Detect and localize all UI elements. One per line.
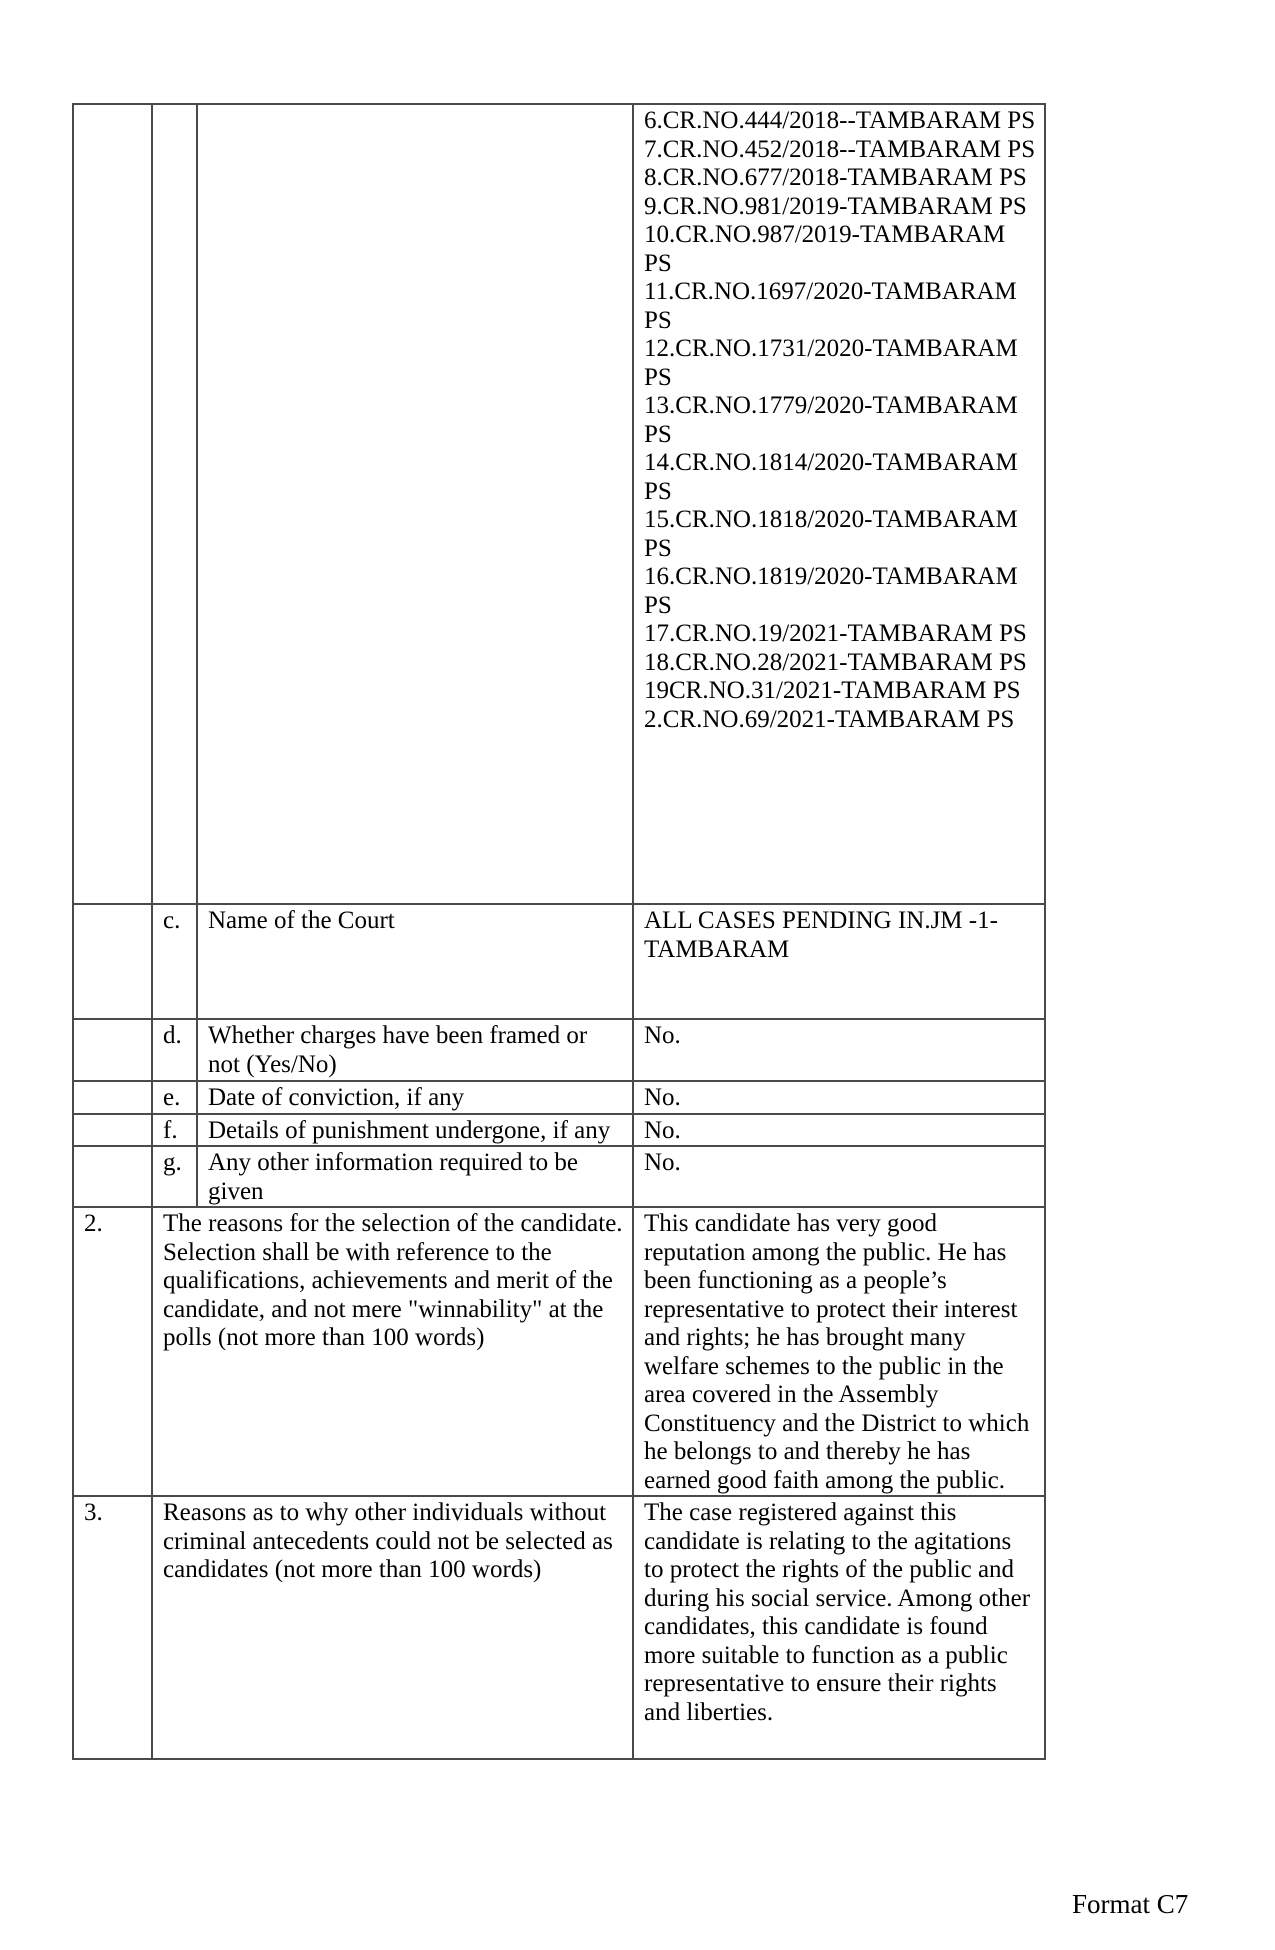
row-label: Name of the Court (197, 904, 633, 1019)
row-conviction-date (73, 1081, 1045, 1114)
serial-number: 3. (73, 1496, 152, 1759)
row-value: ALL CASES PENDING IN.JM -1- TAMBARAM (633, 904, 1045, 1019)
row-letter: c. (152, 904, 197, 1019)
case-item: 17.CR.NO.19/2021-TAMBARAM PS (644, 620, 1027, 647)
row-letter: d. (152, 1019, 197, 1081)
row-charges-framed (73, 1019, 1045, 1081)
row-letter: g. (152, 1146, 197, 1207)
case-list-row (73, 104, 1045, 904)
row-value: No. (633, 1114, 1045, 1147)
row-value: No. (633, 1081, 1045, 1114)
empty-letter-cell (152, 104, 197, 904)
case-item: 7.CR.NO.452/2018--TAMBARAM PS (644, 135, 1036, 163)
empty-serial-cell (73, 1114, 152, 1147)
empty-serial-cell (73, 904, 152, 1019)
row-letter: f. (152, 1114, 197, 1147)
row-no-clean-candidate-reasons (73, 1496, 1045, 1759)
case-item: 19CR.NO.31/2021-TAMBARAM PS (644, 677, 1021, 704)
format-label: Format C7 (1072, 1889, 1189, 1919)
empty-serial-cell (73, 1146, 152, 1207)
case-item: 9.CR.NO.981/2019-TAMBARAM PS (644, 192, 1027, 220)
case-item: 16.CR.NO.1819/2020-TAMBARAM PS (644, 563, 1018, 619)
row-value: This candidate has very good reputation among the public. He has been functioning as a people’s representative to protect their interest and rights; he has brought many welfare schemes to the public in the area covered in the Assembly Constituency and the District to which he belongs to and thereby he has earned good faith among the public. (633, 1207, 1045, 1496)
row-other-information (73, 1146, 1045, 1207)
case-item: 14.CR.NO.1814/2020-TAMBARAM PS (644, 449, 1018, 505)
row-punishment-details (73, 1114, 1045, 1147)
case-item: 6.CR.NO.444/2018--TAMBARAM PS (644, 107, 1036, 134)
case-item: 11.CR.NO.1697/2020-TAMBARAM PS (644, 278, 1017, 334)
row-label: Whether charges have been framed or not (Yes/No) (197, 1019, 633, 1081)
case-list-cell (633, 104, 1045, 904)
empty-serial-cell (73, 1081, 152, 1114)
case-item: 10.CR.NO.987/2019-TAMBARAM PS (644, 221, 1006, 277)
row-label: Any other information required to be given (197, 1146, 633, 1207)
serial-number: 2. (73, 1207, 152, 1496)
candidate-antecedents-table (72, 103, 1046, 1760)
row-court-name (73, 904, 1045, 1019)
row-letter: e. (152, 1081, 197, 1114)
row-selection-reasons (73, 1207, 1045, 1496)
case-item: 2.CR.NO.69/2021-TAMBARAM PS (644, 705, 1015, 733)
case-item: 13.CR.NO.1779/2020-TAMBARAM PS (644, 392, 1018, 448)
case-item: 8.CR.NO.677/2018-TAMBARAM PS (644, 164, 1027, 191)
row-label: Date of conviction, if any (197, 1081, 633, 1114)
row-value: No. (633, 1146, 1045, 1207)
row-label: The reasons for the selection of the candidate. Selection shall be with reference to the qualifications, achievements and merit of the candidate, and not mere "winnability" at the polls (not more than 100 words) (152, 1207, 633, 1496)
row-label: Details of punishment undergone, if any (197, 1114, 633, 1147)
empty-serial-cell (73, 104, 152, 904)
case-item: 18.CR.NO.28/2021-TAMBARAM PS (644, 648, 1027, 676)
case-item: 12.CR.NO.1731/2020-TAMBARAM PS (644, 335, 1018, 391)
empty-serial-cell (73, 1019, 152, 1081)
empty-label-cell (197, 104, 633, 904)
case-item: 15.CR.NO.1818/2020-TAMBARAM PS (644, 506, 1018, 562)
row-label: Reasons as to why other individuals without criminal antecedents could not be selected as candidates (not more than 100 words) (152, 1496, 633, 1759)
row-value: The case registered against this candidate is relating to the agitations to protect the rights of the public and during his social service. Among other candidates, this candidate is found more suitable to function as a public representative to ensure their rights and liberties. (633, 1496, 1045, 1759)
row-value: No. (633, 1019, 1045, 1081)
